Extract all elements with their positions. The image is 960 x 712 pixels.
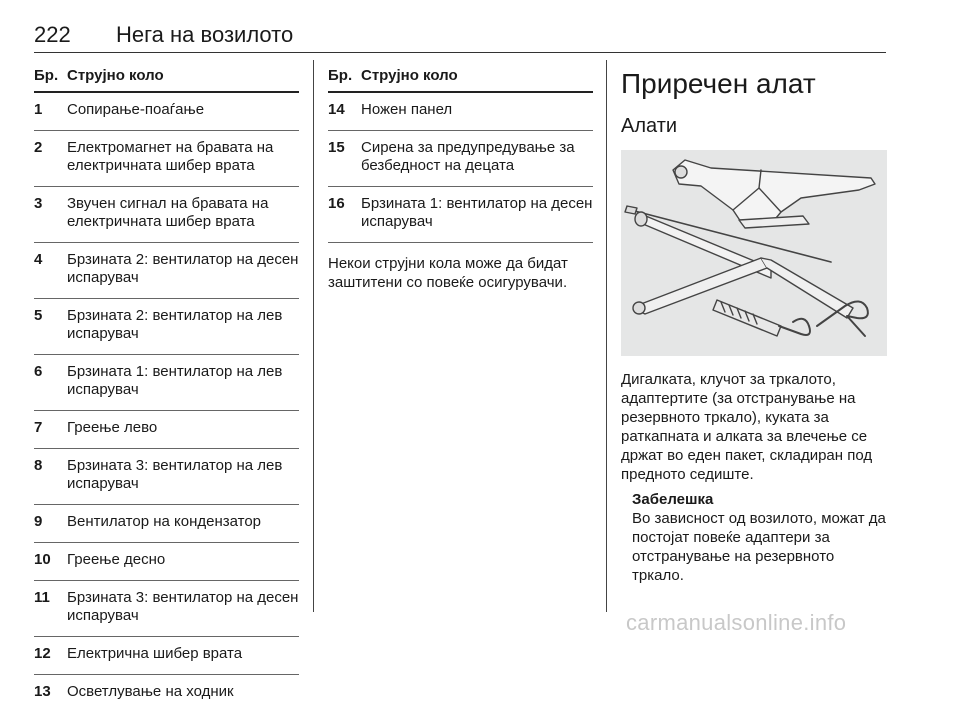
fuse-number: 5 [34, 307, 43, 324]
fuse-circuit: Електрична шибер врата [67, 645, 243, 662]
towing-eye-icon [817, 301, 868, 336]
fuse-circuit: Електромагнет на бравата на електричната шибер врата [67, 139, 274, 174]
notice-title: Забелешка [632, 491, 714, 508]
fuse-circuit: Греење десно [67, 551, 166, 568]
tools-illustration [621, 150, 887, 356]
fuse-circuit: Звучен сигнал на бравата на електричната шибер врата [67, 195, 269, 230]
table-header [34, 66, 299, 93]
table-row [34, 355, 299, 411]
table-row [34, 243, 299, 299]
jack-icon [673, 160, 875, 224]
fuse-circuit: Греење лево [67, 419, 158, 436]
table-row [328, 187, 593, 243]
fuse-circuit: Ножен панел [361, 101, 453, 118]
table-row [34, 187, 299, 243]
table-row [34, 543, 299, 581]
table-row [34, 131, 299, 187]
column-divider [313, 60, 314, 612]
fuse-table-column-1 [34, 66, 299, 712]
table-row [34, 299, 299, 355]
page-title: Нега на возилото [116, 22, 294, 47]
table-header [328, 66, 593, 93]
watermark: carmanualsonline.info [626, 610, 847, 635]
fuse-number: 12 [34, 645, 51, 662]
fuse-number: 13 [34, 683, 51, 700]
table-row [328, 93, 593, 131]
fuse-number: 4 [34, 251, 43, 268]
fuse-table-column-2 [328, 66, 593, 292]
fuse-circuit: Вентилатор на кондензатор [67, 513, 262, 530]
fuse-circuit: Сирена за предупредување за безбедност на децата [361, 139, 575, 174]
tools-section [621, 66, 887, 585]
fuse-circuit: Брзината 3: вентилатор на десен испарувач [67, 589, 299, 624]
fuse-number: 7 [34, 419, 43, 436]
fuse-number: 16 [328, 195, 345, 212]
table-row [34, 637, 299, 675]
table-header-number: Бр. [328, 67, 353, 84]
fuse-circuit: Брзината 2: вентилатор на лев испарувач [67, 307, 283, 342]
notice-body: Во зависност од возилото, можат да постојат повеќе адаптери за отстранување на резервното тркало. [632, 510, 886, 584]
section-title: Приречен алат [621, 68, 816, 99]
fuse-number: 14 [328, 101, 345, 118]
table-header-circuit: Струјно коло [361, 67, 458, 84]
fuse-circuit: Брзината 1: вентилатор на лев испарувач [67, 363, 283, 398]
fuse-number: 3 [34, 195, 43, 212]
table-row [34, 581, 299, 637]
table-row [328, 131, 593, 187]
fuse-number: 6 [34, 363, 43, 380]
tools-drawing [621, 150, 887, 356]
table-row [34, 93, 299, 131]
fuse-number: 9 [34, 513, 43, 530]
hook-icon [779, 319, 810, 335]
notice-box [632, 490, 887, 585]
column-divider [606, 60, 607, 612]
table-row [34, 675, 299, 712]
page-number: 222 [34, 22, 71, 47]
fuse-number: 1 [34, 101, 43, 118]
table-row [34, 449, 299, 505]
table-header-circuit: Струјно коло [67, 67, 164, 84]
table-header-number: Бр. [34, 67, 59, 84]
fuse-number: 2 [34, 139, 43, 156]
fuse-number: 8 [34, 457, 43, 474]
fuse-circuit: Осветлување на ходник [67, 683, 234, 700]
adapter-icon [713, 300, 781, 336]
fuse-circuit: Брзината 3: вентилатор на лев испарувач [67, 457, 283, 492]
fuse-circuit: Брзината 1: вентилатор на десен испарувач [361, 195, 593, 230]
fuse-number: 15 [328, 139, 345, 156]
section-subtitle: Алати [621, 115, 678, 137]
table-row [34, 505, 299, 543]
fuse-note: Некои струјни кола може да бидат заштитени со повеќе осигурувачи. [328, 255, 568, 291]
table-row [34, 411, 299, 449]
fuse-number: 11 [34, 589, 50, 606]
fuse-circuit: Брзината 2: вентилатор на десен испарувач [67, 251, 299, 286]
lever-icon [637, 258, 767, 314]
fuse-circuit: Сопирање-поаѓање [67, 101, 205, 118]
tools-description: Дигалката, клучот за тркалото, адаптертите (за отстранување на резервното тркало), куката за раткапната и алката за влечење се држат во еден пакет, складиран под предното седиште. [621, 371, 873, 483]
fuse-number: 10 [34, 551, 51, 568]
page-header [34, 20, 886, 53]
